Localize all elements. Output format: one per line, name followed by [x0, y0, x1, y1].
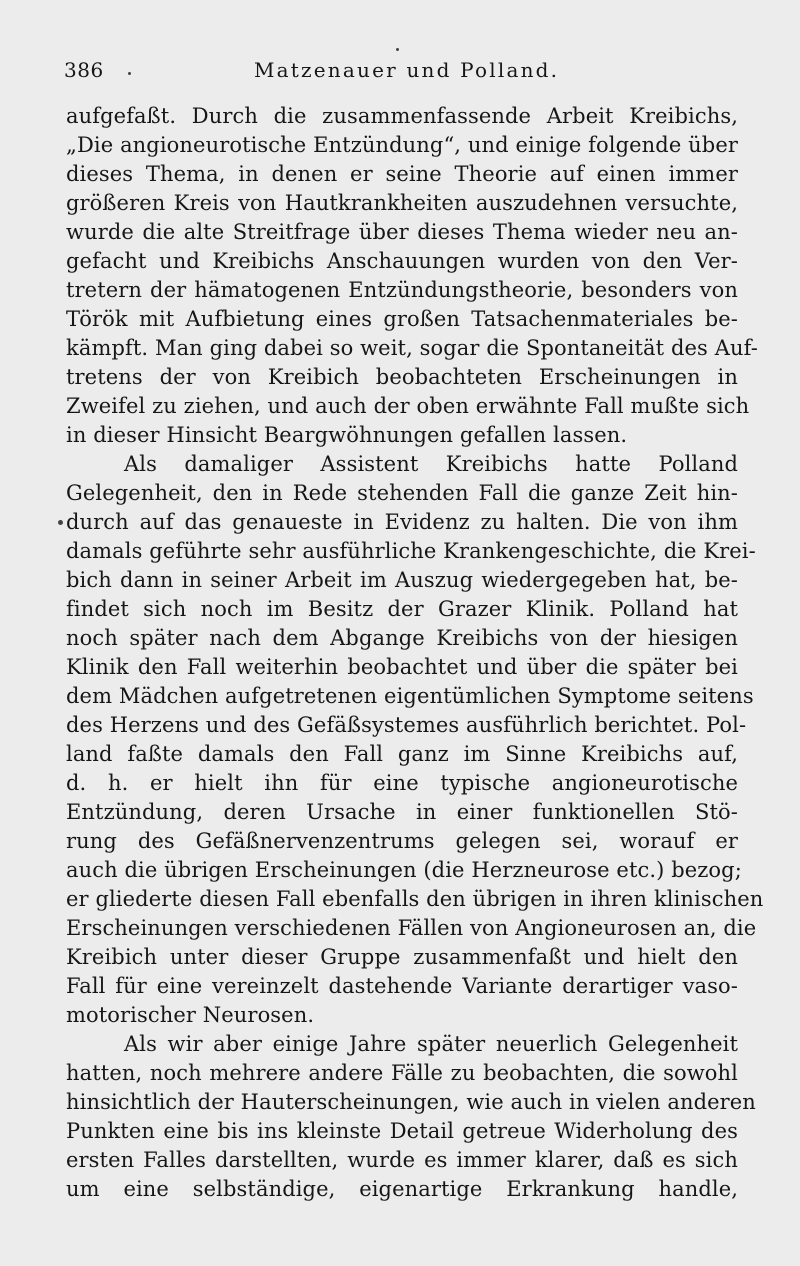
text-line: „Die angioneurotische Entzündung“, und einige folgende über [66, 133, 738, 157]
text-line: hatten, noch mehrere andere Fälle zu beobachten, die sowohl [66, 1061, 738, 1085]
text-line: Klinik den Fall weiterhin beobachtet und über die später bei [66, 655, 738, 679]
text-line: land faßte damals den Fall ganz im Sinne Kreibichs auf, [66, 742, 738, 766]
margin-speck [128, 72, 131, 75]
text-line: dieses Thema, in denen er seine Theorie auf einen immer [66, 162, 738, 186]
paragraph [66, 1030, 756, 1204]
paragraph [66, 102, 758, 450]
margin-speck [58, 520, 63, 525]
text-line: Punkten eine bis ins kleinste Detail getreue Widerholung des [66, 1119, 738, 1143]
page-number: 386 [64, 58, 104, 82]
text-line: Fall für eine vereinzelt dastehende Variante derartiger vaso- [66, 974, 738, 998]
text-line: Török mit Aufbietung eines großen Tatsachenmateriales be- [66, 307, 738, 331]
text-line: auch die übrigen Erscheinungen (die Herzneurose etc.) bezog; [66, 858, 742, 882]
text-line: hinsichtlich der Hauterscheinungen, wie auch in vielen anderen [66, 1090, 756, 1114]
text-line: kämpft. Man ging dabei so weit, sogar die Spontaneität des Auf- [66, 336, 758, 360]
text-line: durch auf das genaueste in Evidenz zu halten. Die von ihm [66, 510, 738, 534]
margin-speck [396, 48, 399, 51]
text-line: Kreibich unter dieser Gruppe zusammenfaßt und hielt den [66, 945, 738, 969]
text-line: aufgefaßt. Durch die zusammenfassende Arbeit Kreibichs, [66, 104, 738, 128]
text-line: noch später nach dem Abgange Kreibichs von der hiesigen [66, 626, 738, 650]
page-header [64, 58, 734, 88]
text-line: dem Mädchen aufgetretenen eigentümlichen Symptome seitens [66, 684, 754, 708]
text-line: Als wir aber einige Jahre später neuerlich Gelegenheit [124, 1032, 738, 1056]
running-title: Matzenauer und Polland. [254, 58, 560, 82]
text-line: des Herzens und des Gefäßsystemes ausführlich berichtet. Pol- [66, 713, 747, 737]
paragraph [66, 450, 764, 1030]
text-line: bich dann in seiner Arbeit im Auszug wiedergegeben hat, be- [66, 568, 738, 592]
text-line: in dieser Hinsicht Beargwöhnungen gefallen lassen. [66, 423, 628, 447]
text-line: gefacht und Kreibichs Anschauungen wurden von den Ver- [66, 249, 738, 273]
text-line: tretens der von Kreibich beobachteten Erscheinungen in [66, 365, 738, 389]
text-line: Erscheinungen verschiedenen Fällen von Angioneurosen an, die [66, 916, 757, 940]
text-line: ersten Falles darstellten, wurde es immer klarer, daß es sich [66, 1148, 738, 1172]
text-line: findet sich noch im Besitz der Grazer Klinik. Polland hat [66, 597, 738, 621]
body-text [66, 102, 764, 1204]
text-line: Als damaliger Assistent Kreibichs hatte Polland [124, 452, 738, 476]
text-line: Zweifel zu ziehen, und auch der oben erwähnte Fall mußte sich [66, 394, 750, 418]
text-line: er gliederte diesen Fall ebenfalls den übrigen in ihren klinischen [66, 887, 764, 911]
text-line: Entzündung, deren Ursache in einer funktionellen Stö- [66, 800, 738, 824]
text-line: Gelegenheit, den in Rede stehenden Fall die ganze Zeit hin- [66, 481, 738, 505]
text-line: wurde die alte Streitfrage über dieses Thema wieder neu an- [66, 220, 738, 244]
text-line: um eine selbständige, eigenartige Erkrankung handle, [66, 1177, 738, 1201]
text-line: motorischer Neurosen. [66, 1003, 315, 1027]
text-line: d. h. er hielt ihn für eine typische angioneurotische [66, 771, 738, 795]
text-line: rung des Gefäßnervenzentrums gelegen sei, worauf er [66, 829, 738, 853]
text-line: damals geführte sehr ausführliche Krankengeschichte, die Krei- [66, 539, 756, 563]
text-line: größeren Kreis von Hautkrankheiten auszudehnen versuchte, [66, 191, 738, 215]
text-line: tretern der hämatogenen Entzündungstheorie, besonders von [66, 278, 738, 302]
